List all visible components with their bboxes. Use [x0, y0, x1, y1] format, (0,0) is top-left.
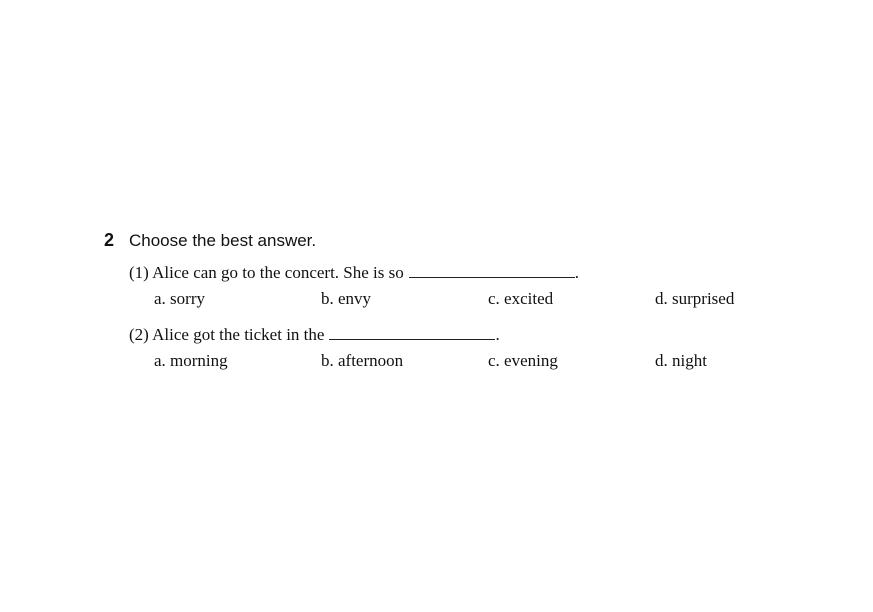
question-1-option-d[interactable]: d. surprised: [655, 289, 735, 308]
question-2: [129, 324, 824, 372]
question-2-option-a[interactable]: a. morning: [154, 351, 228, 370]
question-1-blank[interactable]: [409, 263, 575, 278]
question-2-option-b[interactable]: b. afternoon: [321, 351, 404, 370]
question-2-stem: [129, 324, 824, 346]
question-1-options: [154, 288, 824, 310]
exercise-number: 2: [104, 230, 115, 250]
question-1: [129, 262, 824, 310]
question-1-option-c[interactable]: c. excited: [488, 289, 554, 308]
exercise-heading: [104, 230, 824, 256]
question-2-blank[interactable]: [329, 325, 495, 340]
exercise-instruction: Choose the best answer.: [129, 231, 317, 250]
question-1-period: .: [574, 263, 580, 282]
question-2-option-c[interactable]: c. evening: [488, 351, 558, 370]
question-2-period: .: [495, 325, 500, 344]
question-2-text: (2) Alice got the ticket in the: [129, 325, 325, 344]
question-1-stem: [129, 262, 824, 284]
question-1-text: (1) Alice can go to the concert. She is so: [129, 263, 404, 282]
question-1-option-b[interactable]: b. envy: [321, 289, 372, 308]
exercise-2: [104, 230, 824, 372]
question-2-option-d[interactable]: d. night: [655, 351, 707, 370]
question-1-option-a[interactable]: a. sorry: [154, 289, 205, 308]
question-2-options: [154, 350, 824, 372]
